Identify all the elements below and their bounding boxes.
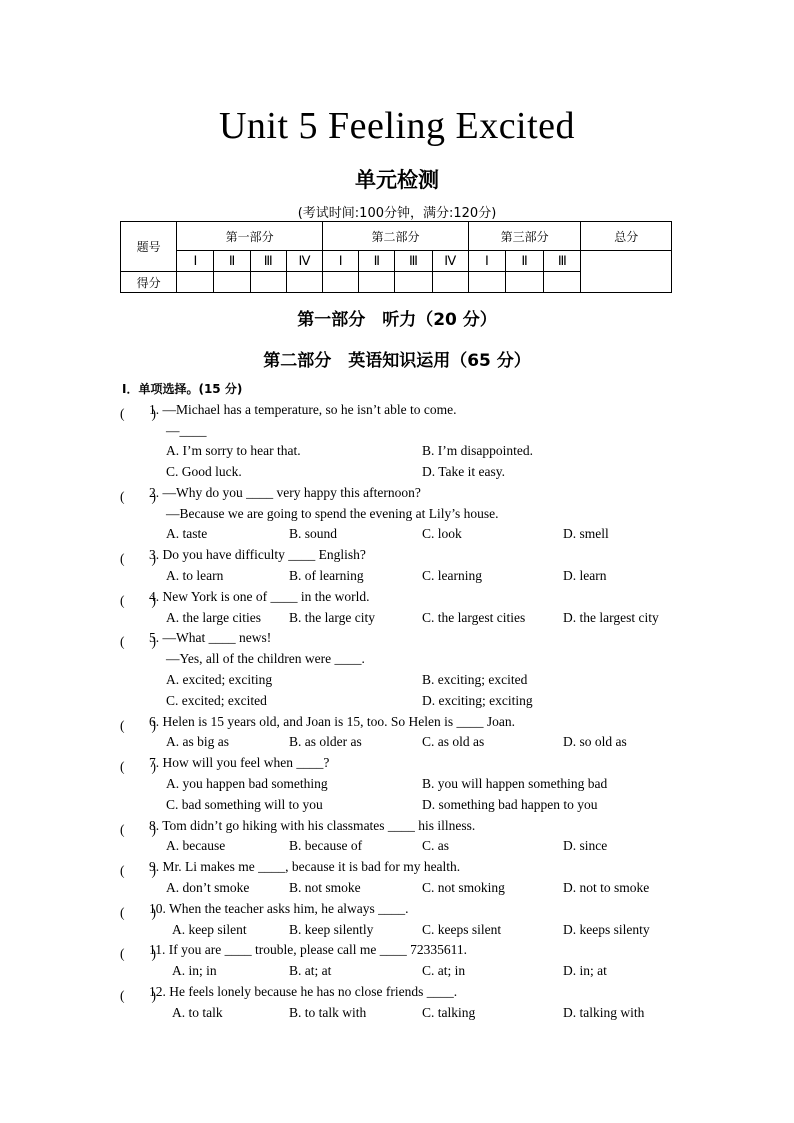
score-cell[interactable] <box>432 272 468 293</box>
answer-paren[interactable]: ( ) <box>120 988 156 1003</box>
option: A. to learn <box>166 568 224 583</box>
answer-paren[interactable]: ( ) <box>120 406 156 421</box>
option: B. because of <box>289 838 363 853</box>
answer-paren[interactable]: ( ) <box>120 863 156 878</box>
option: B. the large city <box>289 610 375 625</box>
question-stem: 5. —What ____ news! <box>149 630 272 645</box>
option: D. since <box>563 838 608 853</box>
question-stem: 1. —Michael has a temperature, so he isn’t able to come. <box>149 402 457 417</box>
score-cell[interactable] <box>286 272 322 293</box>
score-table-col: Ⅰ <box>468 251 505 272</box>
answer-paren[interactable]: ( ) <box>120 593 156 608</box>
part-heading-multiple-choice: Ⅰ．单项选择。(15 分) <box>122 382 243 396</box>
score-table-col: Ⅰ <box>323 251 359 272</box>
score-table-part3: 第三部分 <box>468 222 581 251</box>
page-title: Unit 5 Feeling Excited <box>218 105 576 147</box>
option: C. the largest cities <box>422 610 526 625</box>
option: A. in; in <box>172 963 217 978</box>
answer-paren[interactable]: ( ) <box>120 905 156 920</box>
option: C. bad something will to you <box>166 797 323 812</box>
option: D. the largest city <box>563 610 659 625</box>
option: C. as <box>422 838 449 853</box>
option: B. you will happen something bad <box>422 776 608 791</box>
score-cell[interactable] <box>506 272 544 293</box>
option: D. smell <box>563 526 609 541</box>
score-cell[interactable] <box>544 272 581 293</box>
option: D. exciting; exciting <box>422 693 533 708</box>
question-line: —____ <box>166 423 207 438</box>
option: C. keeps silent <box>422 922 502 937</box>
score-cell[interactable] <box>177 272 214 293</box>
score-cell[interactable] <box>323 272 359 293</box>
score-table-col: Ⅲ <box>250 251 286 272</box>
option: D. talking with <box>563 1005 645 1020</box>
answer-paren[interactable]: ( ) <box>120 489 156 504</box>
answer-paren[interactable]: ( ) <box>120 822 156 837</box>
option: C. look <box>422 526 462 541</box>
option: B. sound <box>289 526 338 541</box>
option: A. as big as <box>166 734 229 749</box>
answer-paren[interactable]: ( ) <box>120 718 156 733</box>
option: B. I’m disappointed. <box>422 443 533 458</box>
option: A. keep silent <box>172 922 247 937</box>
question-stem: 11. If you are ____ trouble, please call me ____ 72335611. <box>149 942 468 957</box>
exam-info: (考试时间:100分钟，满分:120分) <box>297 206 497 221</box>
question-stem: 3. Do you have difficulty ____ English? <box>149 547 366 562</box>
score-table-col: Ⅱ <box>359 251 395 272</box>
score-table-col: Ⅳ <box>432 251 468 272</box>
score-table-col: Ⅲ <box>395 251 432 272</box>
option: D. so old as <box>563 734 627 749</box>
option: B. to talk with <box>289 1005 367 1020</box>
answer-paren[interactable]: ( ) <box>120 551 156 566</box>
option: A. taste <box>166 526 208 541</box>
option: B. at; at <box>289 963 332 978</box>
question-line: —Yes, all of the children were ____. <box>166 651 365 666</box>
score-table-col: Ⅳ <box>286 251 322 272</box>
option: D. in; at <box>563 963 607 978</box>
score-cell[interactable] <box>359 272 395 293</box>
option: C. as old as <box>422 734 485 749</box>
score-table-col: Ⅱ <box>214 251 250 272</box>
section-heading-knowledge: 第二部分 英语知识运用（65 分） <box>263 351 531 371</box>
question-stem: 8. Tom didn’t go hiking with his classmates ____ his illness. <box>149 818 476 833</box>
question-stem: 10. When the teacher asks him, he always ____. <box>149 901 409 916</box>
score-cell[interactable] <box>214 272 250 293</box>
page-subtitle: 单元检测 <box>355 168 439 192</box>
question-stem: 6. Helen is 15 years old, and Joan is 15, too. So Helen is ____ Joan. <box>149 714 515 729</box>
option: D. something bad happen to you <box>422 797 598 812</box>
score-table-total: 总分 <box>581 222 672 251</box>
score-table-col: Ⅱ <box>506 251 544 272</box>
option: A. you happen bad something <box>166 776 328 791</box>
option: A. I’m sorry to hear that. <box>166 443 301 458</box>
option: C. excited; excited <box>166 693 267 708</box>
option: C. not smoking <box>422 880 505 895</box>
score-table-score-label: 得分 <box>121 272 177 293</box>
option: A. don’t smoke <box>166 880 250 895</box>
score-cell[interactable] <box>250 272 286 293</box>
score-table-col: Ⅲ <box>544 251 581 272</box>
option: B. keep silently <box>289 922 374 937</box>
option: C. Good luck. <box>166 464 242 479</box>
question-line: —Because we are going to spend the evening at Lily’s house. <box>166 506 499 521</box>
option: A. excited; exciting <box>166 672 273 687</box>
answer-paren[interactable]: ( ) <box>120 634 156 649</box>
section-heading-listening: 第一部分 听力（20 分） <box>297 310 497 330</box>
question-stem: 2. —Why do you ____ very happy this afternoon? <box>149 485 421 500</box>
option: C. talking <box>422 1005 476 1020</box>
score-table-col: Ⅰ <box>177 251 214 272</box>
option: D. not to smoke <box>563 880 650 895</box>
question-stem: 7. How will you feel when ____? <box>149 755 330 770</box>
score-table-total-cell[interactable] <box>581 251 672 293</box>
score-table <box>120 221 672 293</box>
question-stem: 12. He feels lonely because he has no close friends ____. <box>149 984 458 999</box>
option: B. not smoke <box>289 880 361 895</box>
option: C. learning <box>422 568 482 583</box>
question-stem: 4. New York is one of ____ in the world. <box>149 589 370 604</box>
option: A. to talk <box>172 1005 223 1020</box>
option: B. exciting; excited <box>422 672 528 687</box>
option: A. the large cities <box>166 610 261 625</box>
score-cell[interactable] <box>395 272 432 293</box>
question-stem: 9. Mr. Li makes me ____, because it is bad for my health. <box>149 859 461 874</box>
score-table-question-label: 题号 <box>121 222 177 272</box>
answer-paren[interactable]: ( ) <box>120 759 156 774</box>
score-cell[interactable] <box>468 272 505 293</box>
option: B. as older as <box>289 734 362 749</box>
option: D. learn <box>563 568 607 583</box>
option: D. Take it easy. <box>422 464 506 479</box>
score-table-part2: 第二部分 <box>323 222 469 251</box>
option: B. of learning <box>289 568 364 583</box>
answer-paren[interactable]: ( ) <box>120 946 156 961</box>
option: A. because <box>166 838 226 853</box>
option: C. at; in <box>422 963 466 978</box>
option: D. keeps silenty <box>563 922 650 937</box>
score-table-part1: 第一部分 <box>177 222 323 251</box>
